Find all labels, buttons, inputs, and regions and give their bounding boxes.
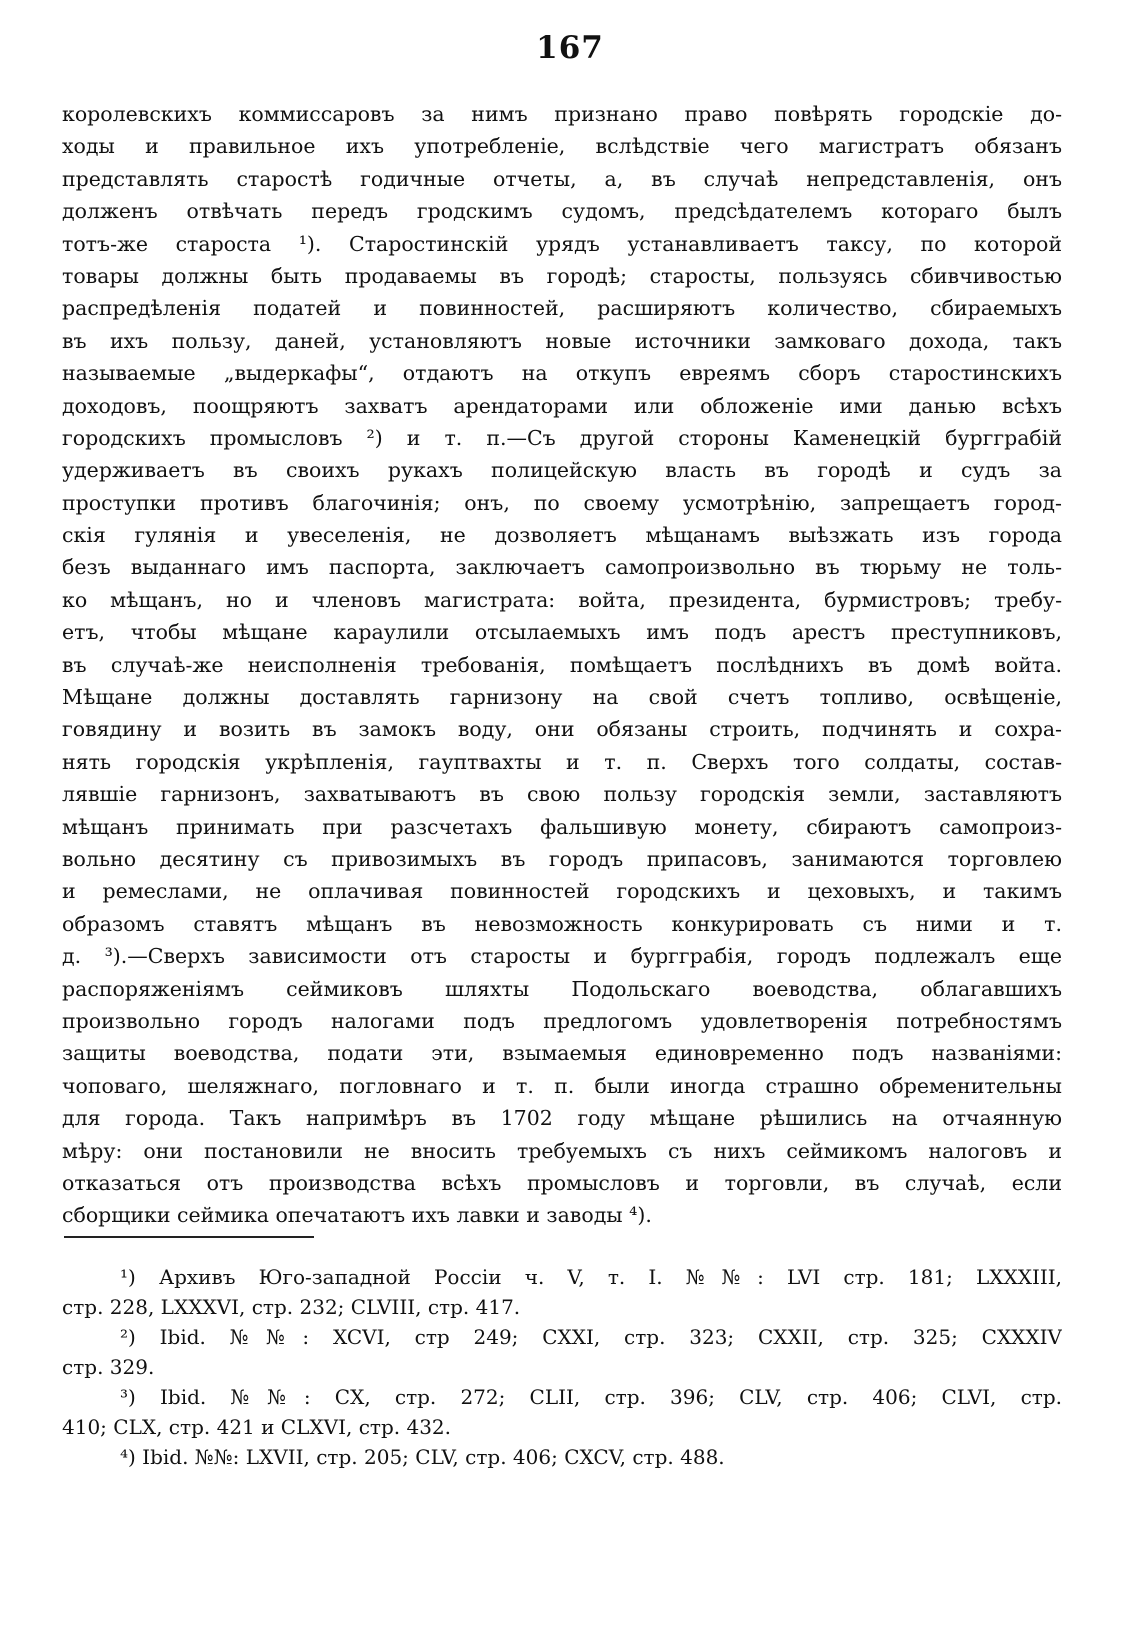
- text-line: образомъ ставятъ мѣщанъ въ невозможность конкурировать съ ними и т.: [62, 911, 1062, 936]
- page-number: 167: [536, 30, 604, 66]
- text-line: долженъ отвѣчать передъ гродскимъ судомъ, предсѣдателемъ котораго былъ: [62, 199, 1062, 224]
- text-line: скія гулянія и увеселенія, не дозволяетъ мѣщанамъ выѣзжать изъ города: [62, 523, 1062, 548]
- text-line: королевскихъ коммиссаровъ за нимъ признано право повѣрять городскіе до-: [62, 102, 1062, 126]
- footnote-1-continuation: стр. 228, LXXXVI, стр. 232; CLVIII, стр. 417.: [62, 1295, 521, 1319]
- footnote-2: ²) Ibid. №№: XCVI, стр 249; CXXI, стр. 323; CXXII, стр. 325; CXXXIV: [120, 1325, 1062, 1349]
- text-line: произвольно городъ налогами подъ предлогомъ удовлетворенія потребностямъ: [62, 1008, 1062, 1033]
- text-line: представлять старостѣ годичные отчеты, а, въ случаѣ непредставленія, онъ: [62, 166, 1062, 191]
- footnote-3-continuation: 410; CLX, стр. 421 и CLXVI, стр. 432.: [62, 1415, 452, 1439]
- text-line: безъ выданнаго имъ паспорта, заключаетъ самопроизвольно въ тюрьму не толь-: [62, 555, 1062, 580]
- text-line: отказаться отъ производства всѣхъ промысловъ и торговли, въ случаѣ, если: [62, 1170, 1062, 1195]
- footnote-2-continuation: стр. 329.: [62, 1355, 155, 1379]
- text-line: д. ³).—Сверхъ зависимости отъ старосты и бургграбія, городъ подлежалъ еще: [62, 944, 1062, 969]
- text-line: лявшіе гарнизонъ, захватываютъ въ свою пользу городскія земли, заставляютъ: [62, 782, 1062, 807]
- text-line: ко мѣщанъ, но и членовъ магистрата: войта, президента, бурмистровъ; требу-: [62, 587, 1062, 612]
- text-line: ходы и правильное ихъ употребленіе, вслѣдствіе чего магистратъ обязанъ: [62, 134, 1062, 159]
- text-line: для города. Такъ напримѣръ въ 1702 году мѣщане рѣшились на отчаянную: [62, 1106, 1062, 1131]
- text-line: удерживаетъ въ своихъ рукахъ полицейскую власть въ городѣ и судъ за: [62, 458, 1062, 483]
- text-line: доходовъ, поощряютъ захватъ арендаторами или обложеніе ими данью всѣхъ: [62, 393, 1062, 418]
- text-line: защиты воеводства, подати эти, взымаемыя единовременно подъ названіями:: [62, 1041, 1062, 1066]
- text-line: распоряженіямъ сеймиковъ шляхты Подольскаго воеводства, облагавшихъ: [62, 976, 1062, 1001]
- text-line: товары должны быть продаваемы въ городѣ; старосты, пользуясь сбивчивостью: [62, 263, 1062, 288]
- text-line: городскихъ промысловъ ²) и т. п.—Съ другой стороны Каменецкій бургграбій: [62, 425, 1062, 450]
- text-line: Мѣщане должны доставлять гарнизону на свой счетъ топливо, освѣщеніе,: [62, 685, 1062, 710]
- text-line: проступки противъ благочинія; онъ, по своему усмотрѣнію, запрещаетъ город-: [62, 490, 1062, 515]
- text-line: сборщики сеймика опечатаютъ ихъ лавки и заводы ⁴).: [62, 1203, 652, 1228]
- main-text: [62, 98, 1062, 1232]
- footnote-4: ⁴) Ibid. №№: LXVII, стр. 205; CLV, стр. 406; CXCV, стр. 488.: [120, 1445, 725, 1469]
- text-line: етъ, чтобы мѣщане караулили отсылаемыхъ имъ подъ арестъ преступниковъ,: [62, 620, 1062, 645]
- text-line: распредѣленія податей и повинностей, расширяютъ количество, сбираемыхъ: [62, 296, 1062, 321]
- text-line: мѣру: они постановили не вносить требуемыхъ съ нихъ сеймикомъ налоговъ и: [62, 1138, 1062, 1163]
- text-line: и ремеслами, не оплачивая повинностей городскихъ и цеховыхъ, и такимъ: [62, 879, 1062, 904]
- text-line: нять городскія укрѣпленія, гауптвахты и т. п. Сверхъ того солдаты, состав-: [62, 749, 1062, 774]
- text-line: мѣщанъ принимать при разсчетахъ фальшивую монету, сбираютъ самопроиз-: [62, 814, 1062, 839]
- footnote-1: ¹) Архивъ Юго-западной Россіи ч. V, т. I. №№: LVI стр. 181; LXXXIII,: [120, 1265, 1062, 1289]
- text-line: въ ихъ пользу, даней, установляютъ новые источники замковаго дохода, такъ: [62, 328, 1062, 353]
- text-line: въ случаѣ-же неисполненія требованія, помѣщаетъ послѣднихъ въ домѣ войта.: [62, 652, 1062, 677]
- text-line: тотъ-же староста ¹). Старостинскій урядъ устанавливаетъ таксу, по которой: [62, 231, 1062, 256]
- footnotes: [62, 1262, 1062, 1472]
- text-line: вольно десятину съ привозимыхъ въ городъ припасовъ, занимаются торговлею: [62, 846, 1062, 871]
- text-line: чоповаго, шеляжнаго, погловнаго и т. п. были иногда страшно обременительны: [62, 1073, 1062, 1098]
- text-line: говядину и возить въ замокъ воду, они обязаны строить, подчинять и сохра-: [62, 717, 1062, 742]
- text-line: называемые „выдеркафы“, отдаютъ на откупъ евреямъ сборъ старостинскихъ: [62, 361, 1062, 386]
- footnote-3: ³) Ibid. №№: CX, стр. 272; CLII, стр. 396; CLV, стр. 406; CLVI, стр.: [120, 1385, 1062, 1409]
- footnote-separator: [64, 1236, 314, 1238]
